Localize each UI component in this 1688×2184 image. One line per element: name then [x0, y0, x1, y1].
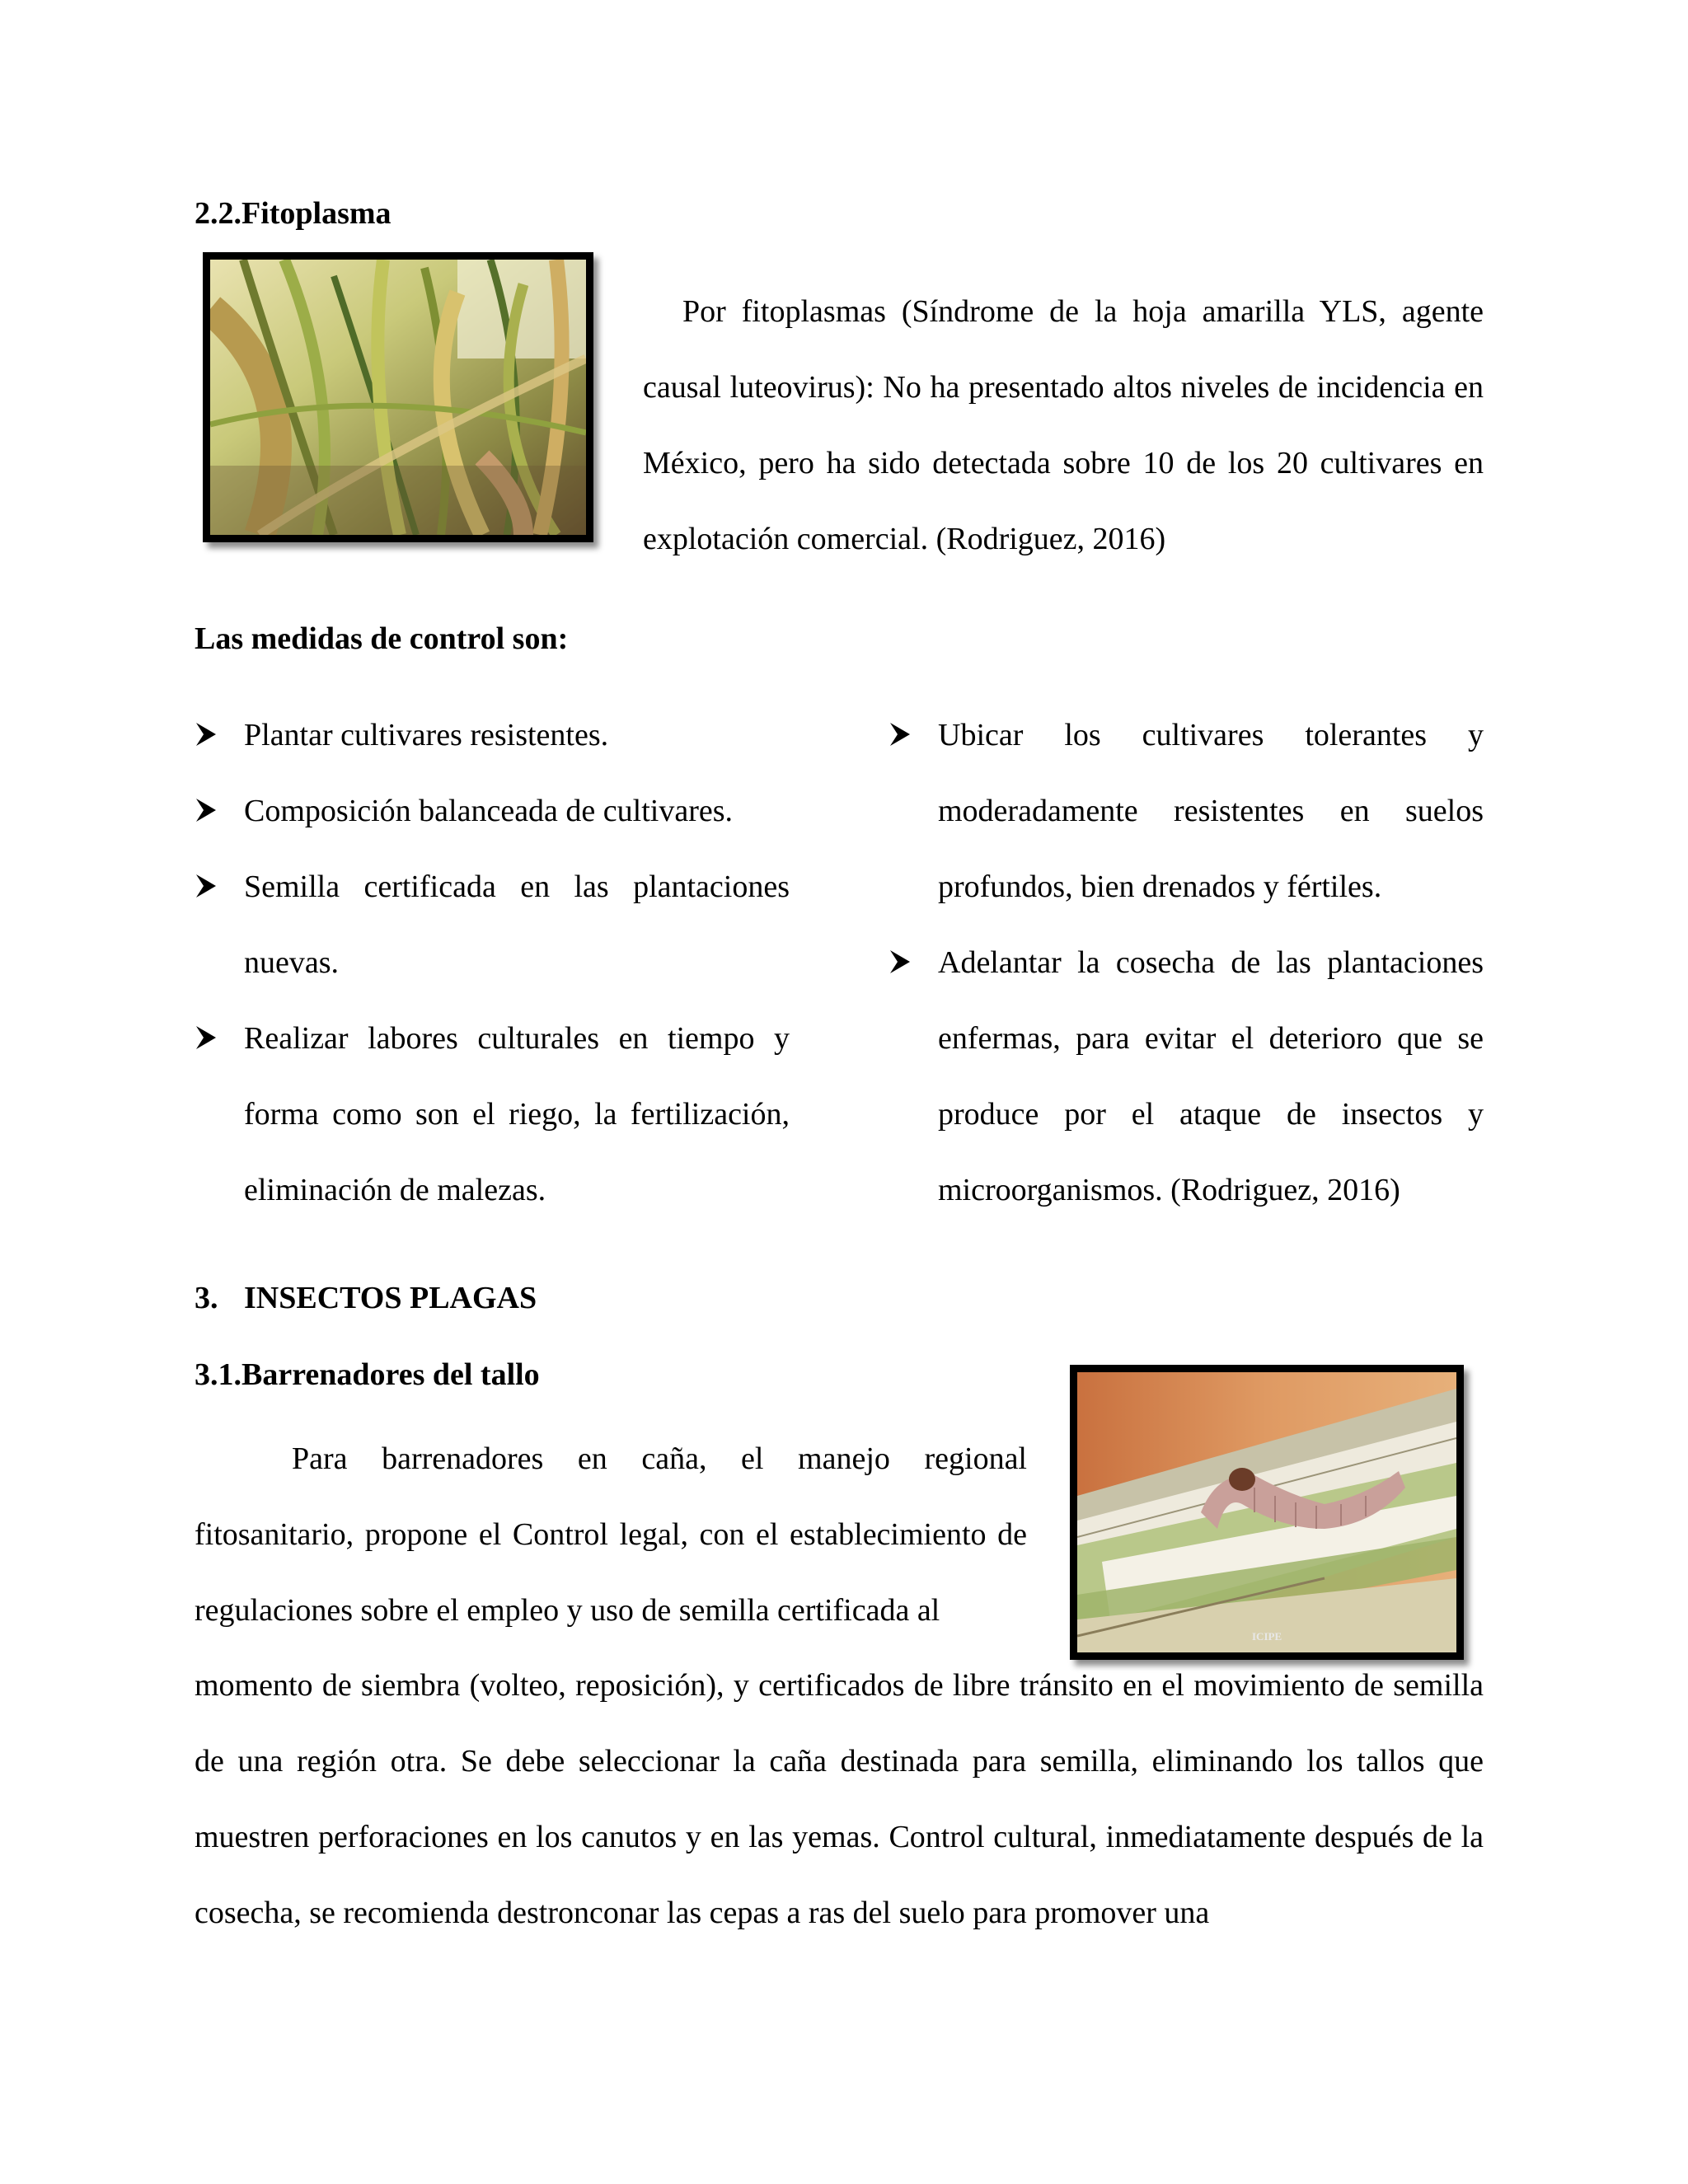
arrowhead-bullet-icon [196, 773, 218, 849]
section-heading-insectos [195, 1279, 537, 1317]
list-item: Semilla certificada en las plantaciones nuevas. [195, 849, 790, 1001]
yellow-leaf-sugarcane-photo [203, 252, 593, 542]
control-list-right [889, 697, 1484, 1228]
arrowhead-bullet-icon [196, 1001, 218, 1076]
arrowhead-bullet-icon [890, 925, 912, 1001]
control-measures-heading: Las medidas de control son: [195, 621, 569, 656]
control-list-left [195, 697, 790, 1228]
arrowhead-bullet-icon [196, 697, 218, 773]
section-title: INSECTOS PLAGAS [244, 1281, 537, 1315]
list-item: Ubicar los cultivares tolerantes y moderadamente resistentes en suelos profundos, bien drenados y fértiles. [889, 697, 1484, 925]
barrenadores-paragraph-top: Para barrenadores en caña, el manejo regional fitosanitario, propone el Control legal, con el establecimiento de regulaciones sobre el empleo y uso de semilla certificada al [195, 1441, 1027, 1628]
arrowhead-bullet-icon [890, 697, 912, 773]
list-item: Plantar cultivares resistentes. [195, 697, 790, 773]
list-item: Composición balanceada de cultivares. [195, 773, 790, 849]
section-number: 3. [195, 1281, 218, 1315]
fitoplasma-paragraph: Por fitoplasmas (Síndrome de la hoja amarilla YLS, agente causal luteovirus): No ha presentado altos niveles de incidencia en México, pero ha sido detectada sobre 10 de los 20 cultivares en explotación comercial. (Rodriguez, 2016) [643, 294, 1484, 556]
list-item: Realizar labores culturales en tiempo y forma como son el riego, la fertilización, eliminación de malezas. [195, 1001, 790, 1228]
barrenadores-paragraph-bottom: momento de siembra (volteo, reposición), y certificados de libre tránsito en el movimiento de semilla de una región otra. Se debe seleccionar la caña destinada para semilla, eliminando los tallos que muestren perforaciones en los canutos y en las yemas. Control cultural, inmediatamente después de la cosecha, se recomienda destronconar las cepas a ras del suelo para promover una [195, 1668, 1484, 1930]
section-heading-barrenadores: 3.1.Barrenadores del tallo [195, 1357, 540, 1392]
section-heading-fitoplasma: 2.2.Fitoplasma [195, 196, 392, 231]
list-item: Adelantar la cosecha de las plantaciones enfermas, para evitar el deterioro que se produce por el ataque de insectos y microorganismos. (Rodriguez, 2016) [889, 925, 1484, 1228]
stem-borer-larva-photo [1070, 1365, 1464, 1660]
svg-text:ICIPE: ICIPE [1252, 1630, 1282, 1643]
arrowhead-bullet-icon [196, 849, 218, 925]
